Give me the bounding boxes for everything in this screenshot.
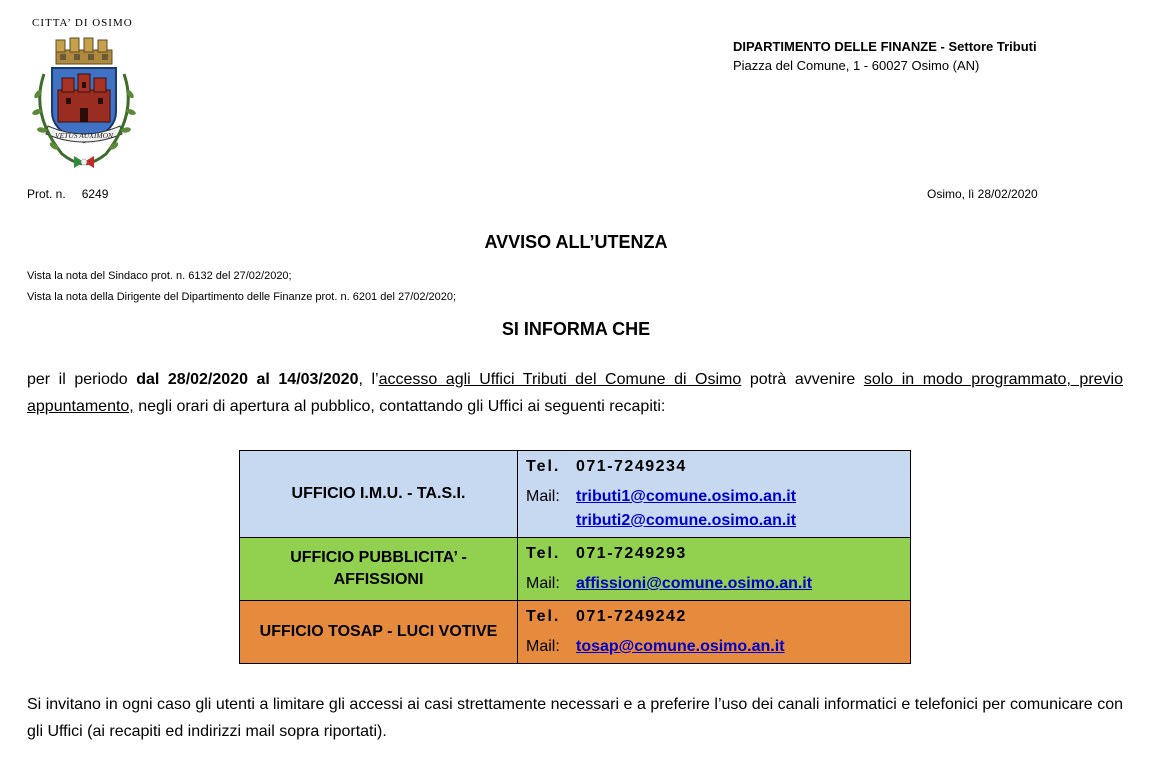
department-name: DIPARTIMENTO DELLE FINANZE - Settore Tributi	[733, 39, 1037, 54]
phone-number: 071-7249293	[576, 545, 687, 562]
mail-line	[526, 572, 910, 596]
body-text: , l’	[358, 371, 379, 388]
email-link[interactable]: tributi1@comune.osimo.an.it	[576, 488, 797, 505]
protocol-line	[27, 187, 108, 201]
closing-paragraph: Si invitano in ogni caso gli utenti a limitare gli accessi ai casi strettamente necessari e a preferire l’uso dei canali informatici e telefonici per comunicare con gli Uffici (ai recapiti ed indirizzi mail sopra riportati).	[27, 696, 1123, 740]
place-date: Osimo, lì 28/02/2020	[927, 187, 1038, 201]
body-paragraph	[27, 366, 1123, 420]
city-name: CITTA’ DI OSIMO	[32, 17, 133, 29]
protocol-number: 6249	[81, 187, 109, 201]
notice-title: AVVISO ALL’UTENZA	[484, 232, 668, 252]
office-contacts	[518, 601, 911, 664]
period-dates: dal 28/02/2020 al 14/03/2020	[136, 371, 359, 388]
office-name: UFFICIO TOSAP - LUCI VOTIVE	[240, 601, 518, 664]
office-name	[240, 538, 518, 601]
office-name-line: AFFISSIONI	[333, 571, 424, 588]
inform-heading: SI INFORMA CHE	[501, 319, 651, 339]
office-contacts	[518, 451, 911, 538]
city-crest-logo	[22, 34, 146, 170]
crest-crown	[56, 38, 112, 64]
access-text: accesso agli Uffici Tributi del Comune di Osimo	[378, 371, 742, 388]
body-text: per il periodo	[27, 371, 137, 388]
body-text: negli orari di apertura al pubblico, contattando gli Uffici ai seguenti recapiti:	[133, 398, 666, 415]
appointment-mode-text: solo in modo programmato, previo appuntamento,	[27, 371, 1123, 415]
email-link[interactable]: tributi2@comune.osimo.an.it	[576, 512, 797, 529]
tel-label: Tel.	[526, 458, 561, 475]
tel-label: Tel.	[526, 545, 561, 562]
protocol-label: Prot. n.	[27, 187, 66, 201]
tel-line	[526, 605, 910, 629]
mail-label: Mail:	[526, 638, 560, 655]
department-address: Piazza del Comune, 1 - 60027 Osimo (AN)	[733, 58, 980, 73]
mail-line	[526, 635, 910, 659]
body-text: potrà avvenire	[741, 371, 864, 388]
office-row-affissioni	[240, 538, 911, 601]
phone-number: 071-7249234	[576, 458, 687, 475]
office-row-tosap	[240, 601, 911, 664]
reference-line: Vista la nota della Dirigente del Dipartimento delle Finanze prot. n. 6201 del 27/02/2020;	[27, 291, 457, 303]
email-link[interactable]: affissioni@comune.osimo.an.it	[576, 575, 813, 592]
office-name-line: UFFICIO PUBBLICITA’ -	[290, 549, 467, 566]
mail-line	[526, 509, 910, 533]
crest-bow	[74, 156, 94, 168]
mail-line	[526, 485, 910, 509]
email-link[interactable]: tosap@comune.osimo.an.it	[576, 638, 785, 655]
mail-label: Mail:	[526, 488, 560, 505]
office-contacts	[518, 538, 911, 601]
crest-motto: VETUS AUXIMON	[55, 131, 113, 140]
tel-line	[526, 455, 910, 479]
mail-label: Mail:	[526, 575, 560, 592]
office-row-imu	[240, 451, 911, 538]
reference-line: Vista la nota del Sindaco prot. n. 6132 del 27/02/2020;	[27, 270, 292, 282]
phone-number: 071-7249242	[576, 608, 687, 625]
offices-table	[239, 450, 911, 664]
crest-castle	[58, 74, 110, 122]
tel-label: Tel.	[526, 608, 561, 625]
tel-line	[526, 542, 910, 566]
office-name: UFFICIO I.M.U. - TA.S.I.	[240, 451, 518, 538]
